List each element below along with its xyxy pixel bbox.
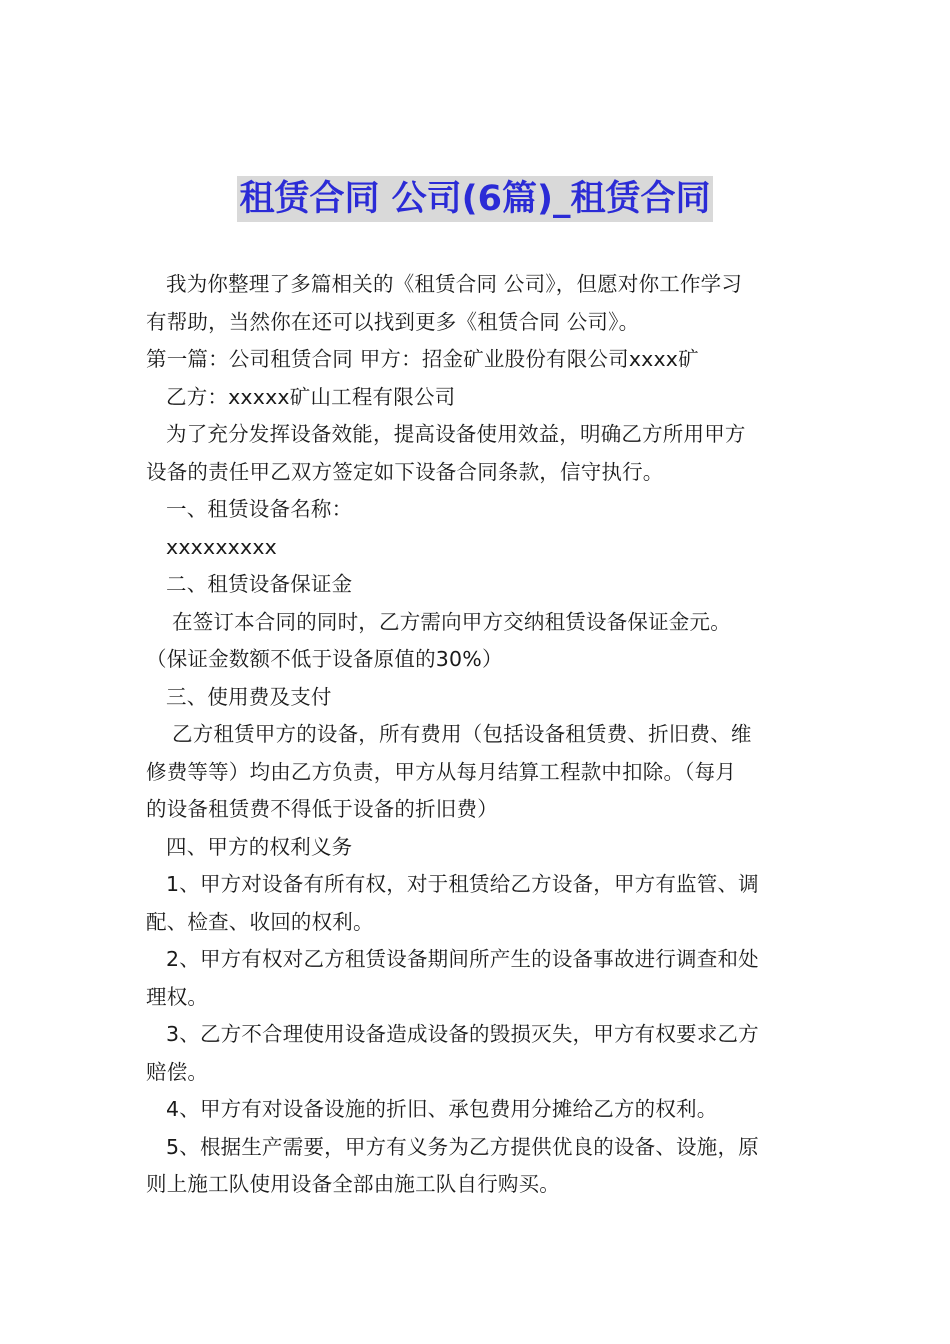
paragraph-line: 设备的责任甲乙双方签定如下设备合同条款，信守执行。 — [146, 459, 664, 484]
paragraph-line: （保证金数额不低于设备原值的30%） — [146, 647, 503, 671]
section-heading: 四、甲方的权利义务 — [166, 834, 353, 859]
list-item: 1、甲方对设备有所有权，对于租赁给乙方设备，甲方有监管、调 — [166, 872, 759, 896]
list-item: 3、乙方不合理使用设备造成设备的毁损灭失，甲方有权要求乙方 — [166, 1022, 759, 1046]
paragraph-line: xxxxxxxxx — [166, 534, 277, 559]
paragraph-line: 则上施工队使用设备全部由施工队自行购买。 — [146, 1172, 560, 1196]
paragraph-line: 修费等等）均由乙方负责，甲方从每月结算工程款中扣除。（每月 — [146, 759, 737, 784]
paragraph-line: 我为你整理了多篇相关的《租赁合同 公司》，但愿对你工作学习 — [166, 272, 743, 296]
paragraph-line: 有帮助，当然你在还可以找到更多《租赁合同 公司》。 — [146, 309, 640, 334]
section-heading: 三、使用费及支付 — [166, 684, 332, 709]
paragraph-line: 赔偿。 — [146, 1059, 209, 1084]
paragraph-line: 配、检查、收回的权利。 — [146, 909, 374, 934]
list-item: 4、甲方有对设备设施的折旧、承包费用分摊给乙方的权利。 — [166, 1097, 718, 1121]
paragraph-line: 第一篇：公司租赁合同 甲方：招金矿业股份有限公司xxxx矿 — [146, 347, 699, 371]
section-heading: 二、租赁设备保证金 — [166, 572, 353, 596]
document-body — [146, 266, 806, 1204]
paragraph-line: 乙方：xxxxx矿山工程有限公司 — [166, 384, 456, 409]
paragraph-line: 在签订本合同的同时，乙方需向甲方交纳租赁设备保证金元。 — [172, 609, 731, 634]
list-item: 2、甲方有权对乙方租赁设备期间所产生的设备事故进行调查和处 — [166, 947, 759, 971]
paragraph-line: 理权。 — [146, 984, 209, 1009]
document-title: 租赁合同 公司(6篇)_租赁合同 — [237, 176, 712, 222]
section-heading: 一、租赁设备名称： — [166, 497, 353, 521]
paragraph-line: 乙方租赁甲方的设备，所有费用（包括设备租赁费、折旧费、维 — [172, 722, 752, 746]
paragraph-line: 为了充分发挥设备效能，提高设备使用效益，明确乙方所用甲方 — [166, 422, 746, 446]
paragraph-line: 的设备租赁费不得低于设备的折旧费） — [146, 797, 498, 821]
list-item: 5、根据生产需要，甲方有义务为乙方提供优良的设备、设施，原 — [166, 1134, 759, 1159]
title-container — [0, 176, 950, 222]
